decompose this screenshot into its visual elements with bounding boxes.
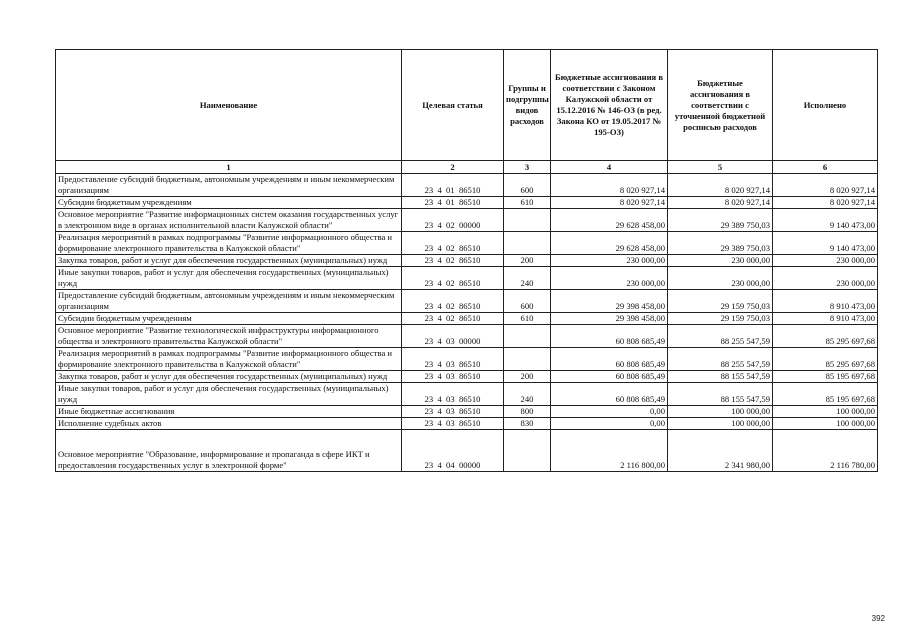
header-budget-revised: Бюджетные ассигнования в соответствии с уточненной бюджетной росписью расходов [668, 50, 773, 161]
row-target-code: 23 4 03 86510 [402, 383, 504, 406]
row-target-code: 23 4 02 86510 [402, 255, 504, 267]
row-budget-revised: 230 000,00 [668, 255, 773, 267]
row-budget-law: 0,00 [551, 406, 668, 418]
row-budget-revised: 29 159 750,03 [668, 290, 773, 313]
row-name: Основное мероприятие "Образование, информирование и пропаганда в сфере ИКТ и предоставления государственных услуг в электронной форме" [56, 430, 402, 472]
table-row [56, 290, 878, 313]
table-row [56, 197, 878, 209]
row-budget-law: 230 000,00 [551, 255, 668, 267]
row-budget-revised: 8 020 927,14 [668, 197, 773, 209]
row-executed: 85 195 697,68 [773, 371, 878, 383]
row-group: 830 [504, 418, 551, 430]
col-number: 2 [402, 161, 504, 174]
table-row [56, 174, 878, 197]
row-name: Предоставление субсидий бюджетным, автономным учреждениям и иным некоммерческим организациям [56, 174, 402, 197]
row-executed: 85 195 697,68 [773, 383, 878, 406]
table-row [56, 383, 878, 406]
row-budget-law: 230 000,00 [551, 267, 668, 290]
row-target-code: 23 4 02 86510 [402, 267, 504, 290]
row-budget-law: 60 808 685,49 [551, 348, 668, 371]
col-number: 6 [773, 161, 878, 174]
row-name: Исполнение судебных актов [56, 418, 402, 430]
row-executed: 100 000,00 [773, 406, 878, 418]
row-budget-law: 29 628 458,00 [551, 232, 668, 255]
row-budget-revised: 230 000,00 [668, 267, 773, 290]
table-row [56, 267, 878, 290]
col-number: 3 [504, 161, 551, 174]
row-group [504, 232, 551, 255]
row-target-code: 23 4 03 86510 [402, 418, 504, 430]
row-target-code: 23 4 03 86510 [402, 406, 504, 418]
row-executed: 8 910 473,00 [773, 290, 878, 313]
header-executed: Исполнено [773, 50, 878, 161]
row-budget-revised: 8 020 927,14 [668, 174, 773, 197]
row-target-code: 23 4 03 00000 [402, 325, 504, 348]
row-target-code: 23 4 02 86510 [402, 290, 504, 313]
table-row [56, 325, 878, 348]
table-row [56, 371, 878, 383]
budget-table [55, 49, 878, 472]
row-budget-revised: 88 255 547,59 [668, 348, 773, 371]
row-group: 200 [504, 371, 551, 383]
row-budget-revised: 29 389 750,03 [668, 232, 773, 255]
row-group [504, 348, 551, 371]
row-target-code: 23 4 02 86510 [402, 232, 504, 255]
row-budget-law: 60 808 685,49 [551, 325, 668, 348]
row-executed: 8 020 927,14 [773, 174, 878, 197]
col-number: 1 [56, 161, 402, 174]
row-executed: 230 000,00 [773, 267, 878, 290]
row-target-code: 23 4 01 86510 [402, 174, 504, 197]
table-row [56, 255, 878, 267]
row-group: 240 [504, 267, 551, 290]
row-executed: 230 000,00 [773, 255, 878, 267]
row-executed: 100 000,00 [773, 418, 878, 430]
row-name: Иные закупки товаров, работ и услуг для обеспечения государственных (муниципальных) нужд [56, 267, 402, 290]
col-number: 4 [551, 161, 668, 174]
row-group [504, 430, 551, 472]
row-target-code: 23 4 03 86510 [402, 371, 504, 383]
row-executed: 2 116 780,00 [773, 430, 878, 472]
row-executed: 8 020 927,14 [773, 197, 878, 209]
row-group: 600 [504, 290, 551, 313]
table-row [56, 430, 878, 472]
row-name: Основное мероприятие "Развитие информационных систем оказания государственных услуг в электронном виде в органах исполнительной власти Калужской области" [56, 209, 402, 232]
row-budget-law: 29 628 458,00 [551, 209, 668, 232]
row-budget-revised: 88 255 547,59 [668, 325, 773, 348]
page-number: 392 [871, 614, 885, 623]
row-name: Реализация мероприятий в рамках подпрограммы "Развитие информационного общества и формирование электронного правительства в Калужской области" [56, 232, 402, 255]
row-group: 240 [504, 383, 551, 406]
row-budget-revised: 88 155 547,59 [668, 371, 773, 383]
header-name: Наименование [56, 50, 402, 161]
row-budget-revised: 29 159 750,03 [668, 313, 773, 325]
row-target-code: 23 4 02 86510 [402, 313, 504, 325]
row-group [504, 209, 551, 232]
table-row [56, 232, 878, 255]
row-executed: 9 140 473,00 [773, 232, 878, 255]
row-name: Предоставление субсидий бюджетным, автономным учреждениям и иным некоммерческим организациям [56, 290, 402, 313]
row-budget-law: 0,00 [551, 418, 668, 430]
header-groups: Группы и подгруппы видов расходов [504, 50, 551, 161]
row-budget-law: 29 398 458,00 [551, 313, 668, 325]
col-number: 5 [668, 161, 773, 174]
table-row [56, 348, 878, 371]
row-group: 800 [504, 406, 551, 418]
row-name: Реализация мероприятий в рамках подпрограммы "Развитие информационного общества и формирование электронного правительства в Калужской области" [56, 348, 402, 371]
row-budget-law: 2 116 800,00 [551, 430, 668, 472]
row-budget-revised: 29 389 750,03 [668, 209, 773, 232]
row-budget-law: 8 020 927,14 [551, 174, 668, 197]
row-budget-law: 60 808 685,49 [551, 383, 668, 406]
row-name: Иные бюджетные ассигнования [56, 406, 402, 418]
row-executed: 85 295 697,68 [773, 325, 878, 348]
row-name: Основное мероприятие "Развитие технологической инфраструктуры информационного общества и электронного правительства Калужской области" [56, 325, 402, 348]
row-name: Субсидии бюджетным учреждениям [56, 197, 402, 209]
header-row [56, 50, 878, 161]
row-budget-revised: 100 000,00 [668, 406, 773, 418]
row-budget-law: 29 398 458,00 [551, 290, 668, 313]
row-name: Иные закупки товаров, работ и услуг для обеспечения государственных (муниципальных) нужд [56, 383, 402, 406]
column-number-row [56, 161, 878, 174]
row-target-code: 23 4 01 86510 [402, 197, 504, 209]
row-executed: 85 295 697,68 [773, 348, 878, 371]
table-row [56, 418, 878, 430]
row-executed: 8 910 473,00 [773, 313, 878, 325]
row-budget-law: 8 020 927,14 [551, 197, 668, 209]
row-group: 200 [504, 255, 551, 267]
row-group: 610 [504, 313, 551, 325]
row-target-code: 23 4 04 00000 [402, 430, 504, 472]
row-executed: 9 140 473,00 [773, 209, 878, 232]
row-target-code: 23 4 03 86510 [402, 348, 504, 371]
row-group [504, 325, 551, 348]
header-budget-law: Бюджетные ассигнования в соответствии с Законом Калужской области от 15.12.2016 № 146-ОЗ (в ред. Закона КО от 19.05.2017 № 195-ОЗ) [551, 50, 668, 161]
header-target: Целевая статья [402, 50, 504, 161]
row-budget-revised: 2 341 980,00 [668, 430, 773, 472]
row-name: Закупка товаров, работ и услуг для обеспечения государственных (муниципальных) нужд [56, 255, 402, 267]
row-budget-revised: 88 155 547,59 [668, 383, 773, 406]
row-name: Субсидии бюджетным учреждениям [56, 313, 402, 325]
table-row [56, 313, 878, 325]
row-budget-revised: 100 000,00 [668, 418, 773, 430]
row-group: 610 [504, 197, 551, 209]
row-budget-law: 60 808 685,49 [551, 371, 668, 383]
row-target-code: 23 4 02 00000 [402, 209, 504, 232]
table-row [56, 406, 878, 418]
row-group: 600 [504, 174, 551, 197]
row-name: Закупка товаров, работ и услуг для обеспечения государственных (муниципальных) нужд [56, 371, 402, 383]
table-row [56, 209, 878, 232]
